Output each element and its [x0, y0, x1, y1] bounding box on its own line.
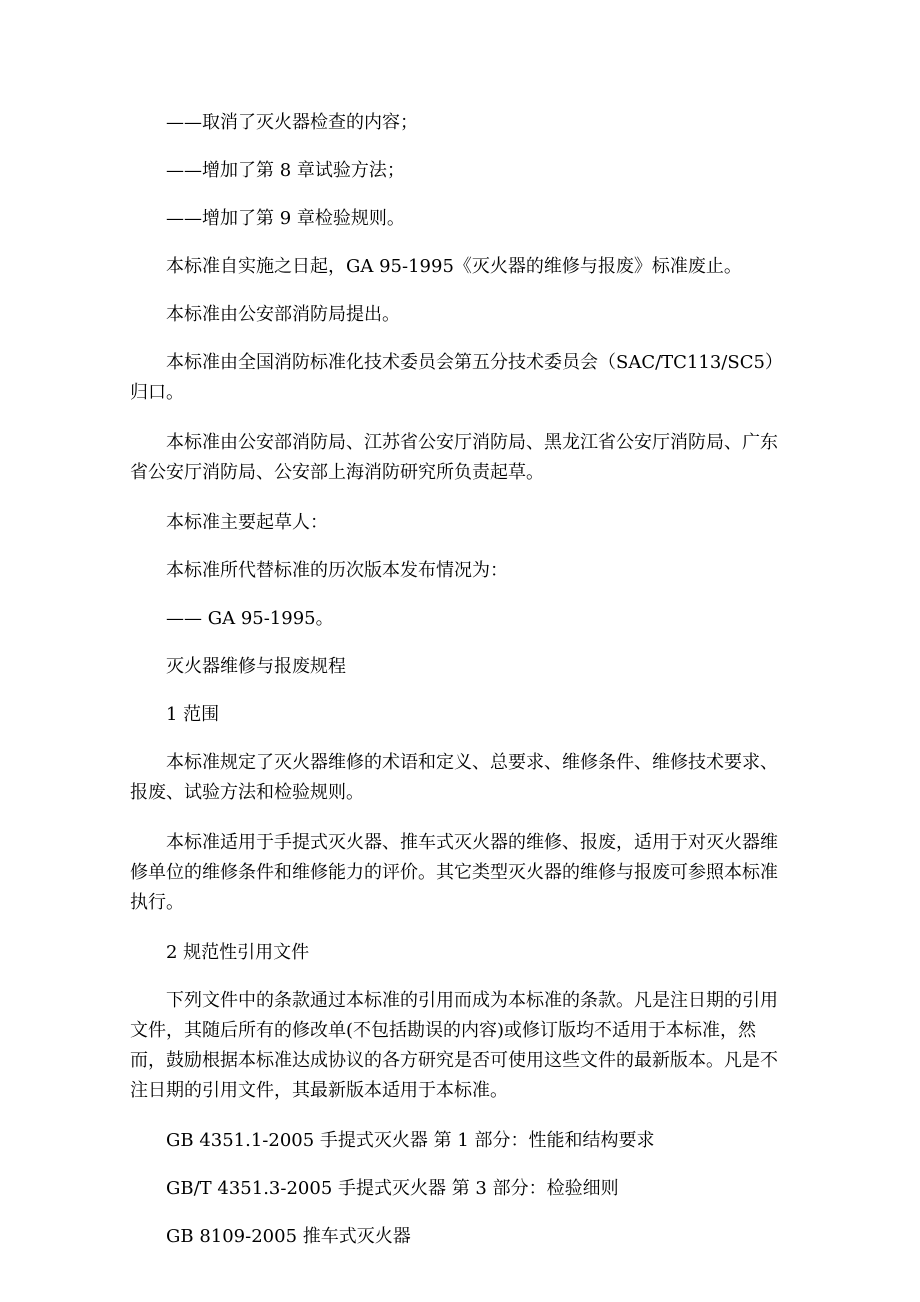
paragraph-removed-inspection: ——取消了灭火器检查的内容；	[166, 112, 418, 133]
reference-gb-8109: GB 8109-2005 推车式灭火器	[166, 1226, 411, 1247]
paragraph-previous-version: —— GA 95-1995。	[166, 608, 334, 629]
paragraph-scope-applicability: 本标准适用于手提式灭火器、推车式灭火器的维修、报废，适用于对灭火器维修单位的维修条件和维修能力的评价。其它类型灭火器的维修与报废可参照本标准执行。	[130, 832, 778, 913]
paragraph-supersedes: 本标准自实施之日起，GA 95-1995《灭火器的维修与报废》标准废止。	[166, 256, 742, 277]
paragraph-drafted-by: 本标准由公安部消防局、江苏省公安厅消防局、黑龙江省公安厅消防局、广东省公安厅消防局、公安部上海消防研究所负责起草。	[130, 432, 778, 483]
paragraph-normative-references-intro: 下列文件中的条款通过本标准的引用而成为本标准的条款。凡是注日期的引用文件，其随后所有的修改单(不包括勘误的内容)或修订版均不适用于本标准，然而，鼓励根据本标准达成协议的各方研究是否可使用这些文件的最新版本。凡是不注日期的引用文件，其最新版本适用于本标准。	[130, 990, 778, 1101]
section-heading-normative-references: 2 规范性引用文件	[166, 942, 310, 963]
reference-gb-t-4351-3: GB/T 4351.3-2005 手提式灭火器 第 3 部分：检验细则	[166, 1178, 619, 1199]
paragraph-scope-content: 本标准规定了灭火器维修的术语和定义、总要求、维修条件、维修技术要求、报废、试验方法和检验规则。	[130, 752, 778, 803]
paragraph-centralized-by: 本标准由全国消防标准化技术委员会第五分技术委员会（SAC/TC113/SC5）归口。	[130, 352, 783, 403]
document-title: 灭火器维修与报废规程	[166, 656, 346, 677]
paragraph-version-history: 本标准所代替标准的历次版本发布情况为：	[166, 560, 508, 581]
paragraph-proposed-by: 本标准由公安部消防局提出。	[166, 304, 400, 325]
reference-gb-4351-1: GB 4351.1-2005 手提式灭火器 第 1 部分：性能和结构要求	[166, 1130, 655, 1151]
paragraph-main-drafters: 本标准主要起草人：	[166, 512, 328, 533]
document-body	[130, 108, 790, 1252]
section-heading-scope: 1 范围	[166, 704, 220, 725]
paragraph-added-chapter-9: ——增加了第 9 章检验规则。	[166, 208, 405, 229]
paragraph-added-chapter-8: ——增加了第 8 章试验方法；	[166, 160, 405, 181]
